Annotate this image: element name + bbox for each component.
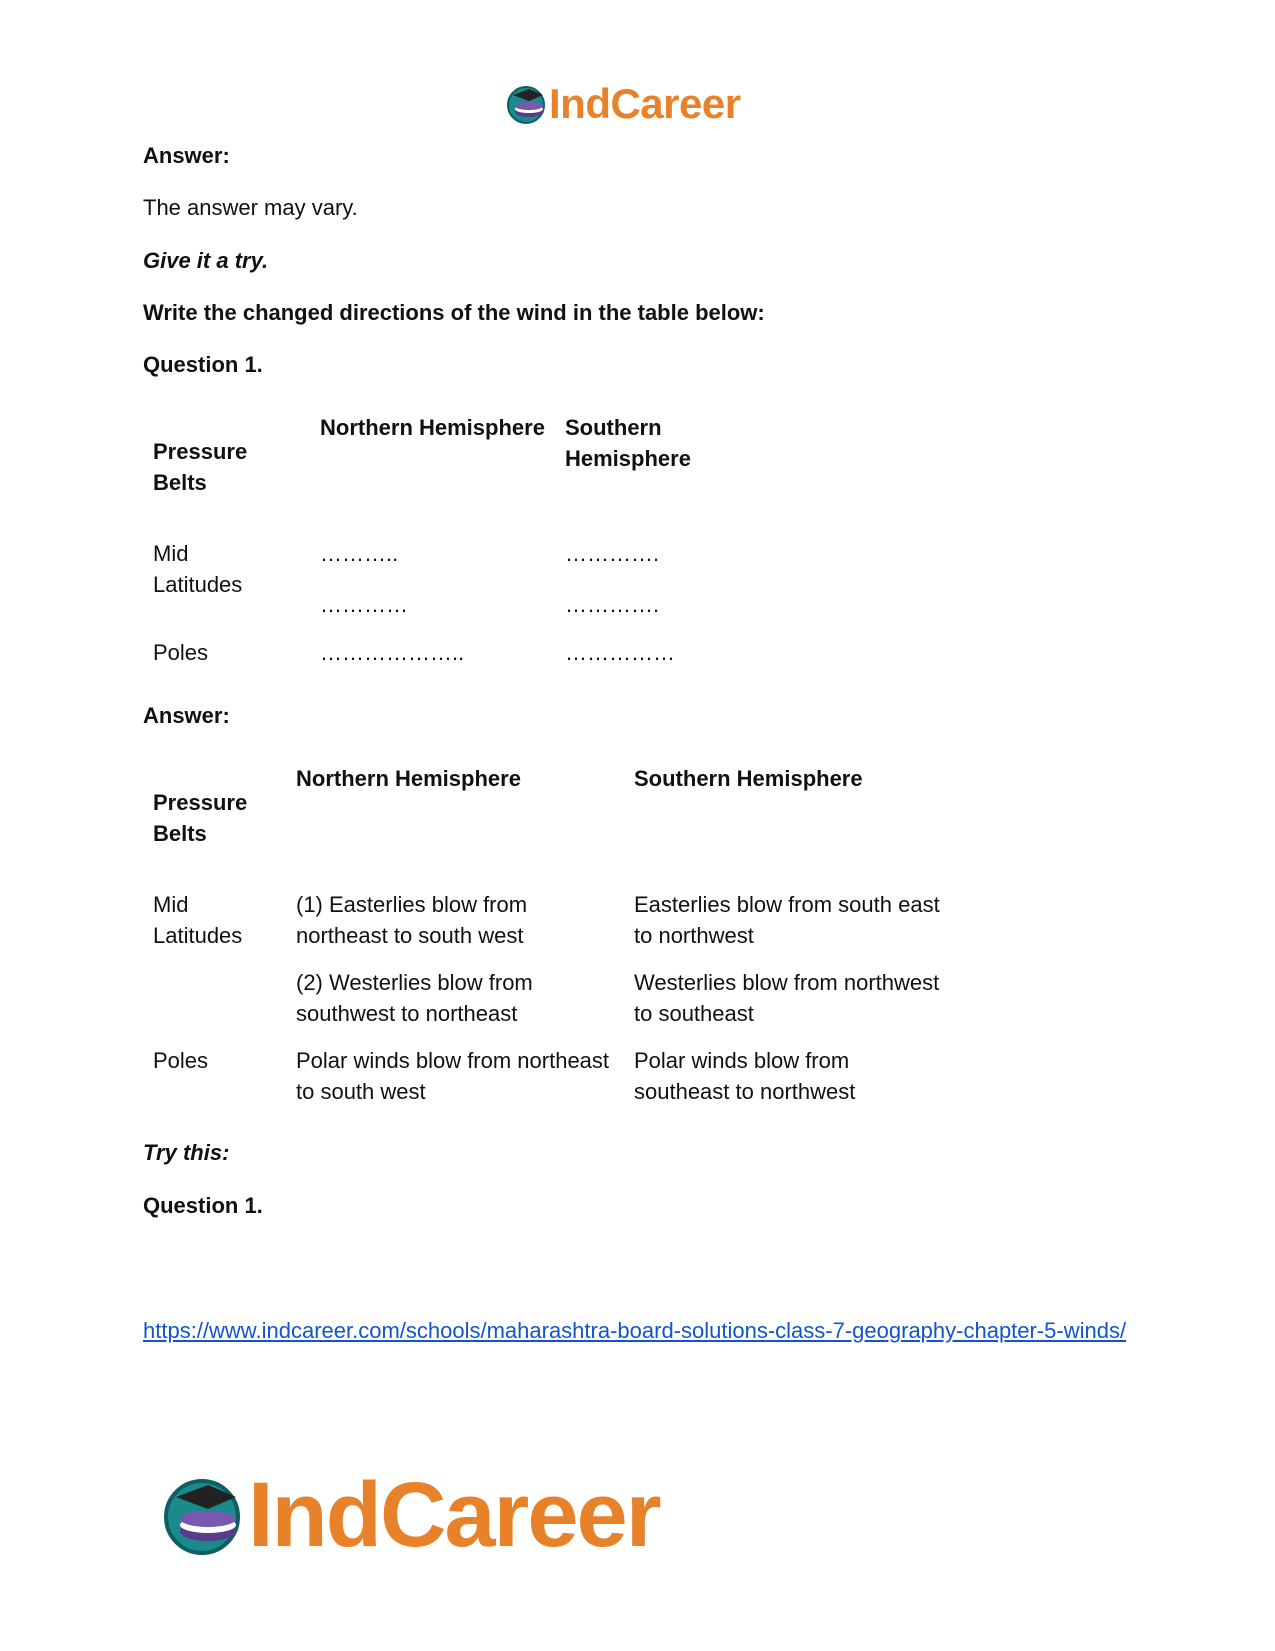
question-table-header-northern: Northern Hemisphere: [320, 415, 545, 440]
question-table-row-label: Mid Latitudes: [153, 541, 243, 597]
question-1-label: Question 1.: [143, 352, 263, 377]
answer-table-cell: (2) Westerlies blow from southwest to northeast: [296, 970, 533, 1026]
footer-logo: [160, 1464, 660, 1566]
answer-table-cell: Easterlies blow from south east to northwest: [634, 892, 940, 948]
question-table-cell: ………….: [565, 541, 660, 566]
graduation-cap-book-globe-icon: [160, 1473, 244, 1557]
question-table-cell: ………….: [565, 592, 660, 617]
answer-table-header-southern: Southern Hemisphere: [634, 766, 863, 791]
answer-table-cell: (1) Easterlies blow from northeast to south west: [296, 892, 528, 948]
answer-table-header-pressure-belts: Pressure Belts: [153, 790, 248, 846]
question-table-row-label: Poles: [153, 640, 209, 665]
header-logo-text: IndCareer: [549, 80, 741, 127]
instruction-text: Write the changed directions of the wind in the table below:: [143, 300, 765, 325]
question-table-header-pressure-belts: Pressure Belts: [153, 439, 248, 495]
answer-table-header-northern: Northern Hemisphere: [296, 766, 521, 791]
question-table-cell: ……………: [565, 640, 675, 665]
answer-text: The answer may vary.: [143, 195, 358, 220]
answer-table-row-label: Poles: [153, 1048, 209, 1073]
graduation-cap-book-globe-icon: [505, 83, 547, 125]
question-table-cell: …………: [320, 592, 408, 617]
question-table-header-southern: Southern Hemisphere: [565, 415, 691, 471]
question-table-cell: ………..: [320, 541, 399, 566]
footer-link[interactable]: https://www.indcareer.com/schools/maharashtra-board-solutions-class-7-geography-chapter-5-winds/: [143, 1318, 1127, 1343]
question-1-label-2: Question 1.: [143, 1193, 263, 1218]
answer-table-cell: Polar winds blow from southeast to northwest: [634, 1048, 856, 1104]
header-logo: [505, 80, 741, 128]
give-it-a-try-heading: Give it a try.: [143, 248, 269, 273]
footer-logo-text: IndCareer: [248, 1464, 660, 1566]
answer-table-row-label: Mid Latitudes: [153, 892, 243, 948]
answer-table-cell: Westerlies blow from northwest to southeast: [634, 970, 940, 1026]
answer-label: Answer:: [143, 143, 230, 168]
answer-table-cell: Polar winds blow from northeast to south west: [296, 1048, 610, 1104]
try-this-heading: Try this:: [143, 1140, 230, 1165]
question-table-cell: ………………..: [320, 640, 465, 665]
answer-2-label: Answer:: [143, 703, 230, 728]
